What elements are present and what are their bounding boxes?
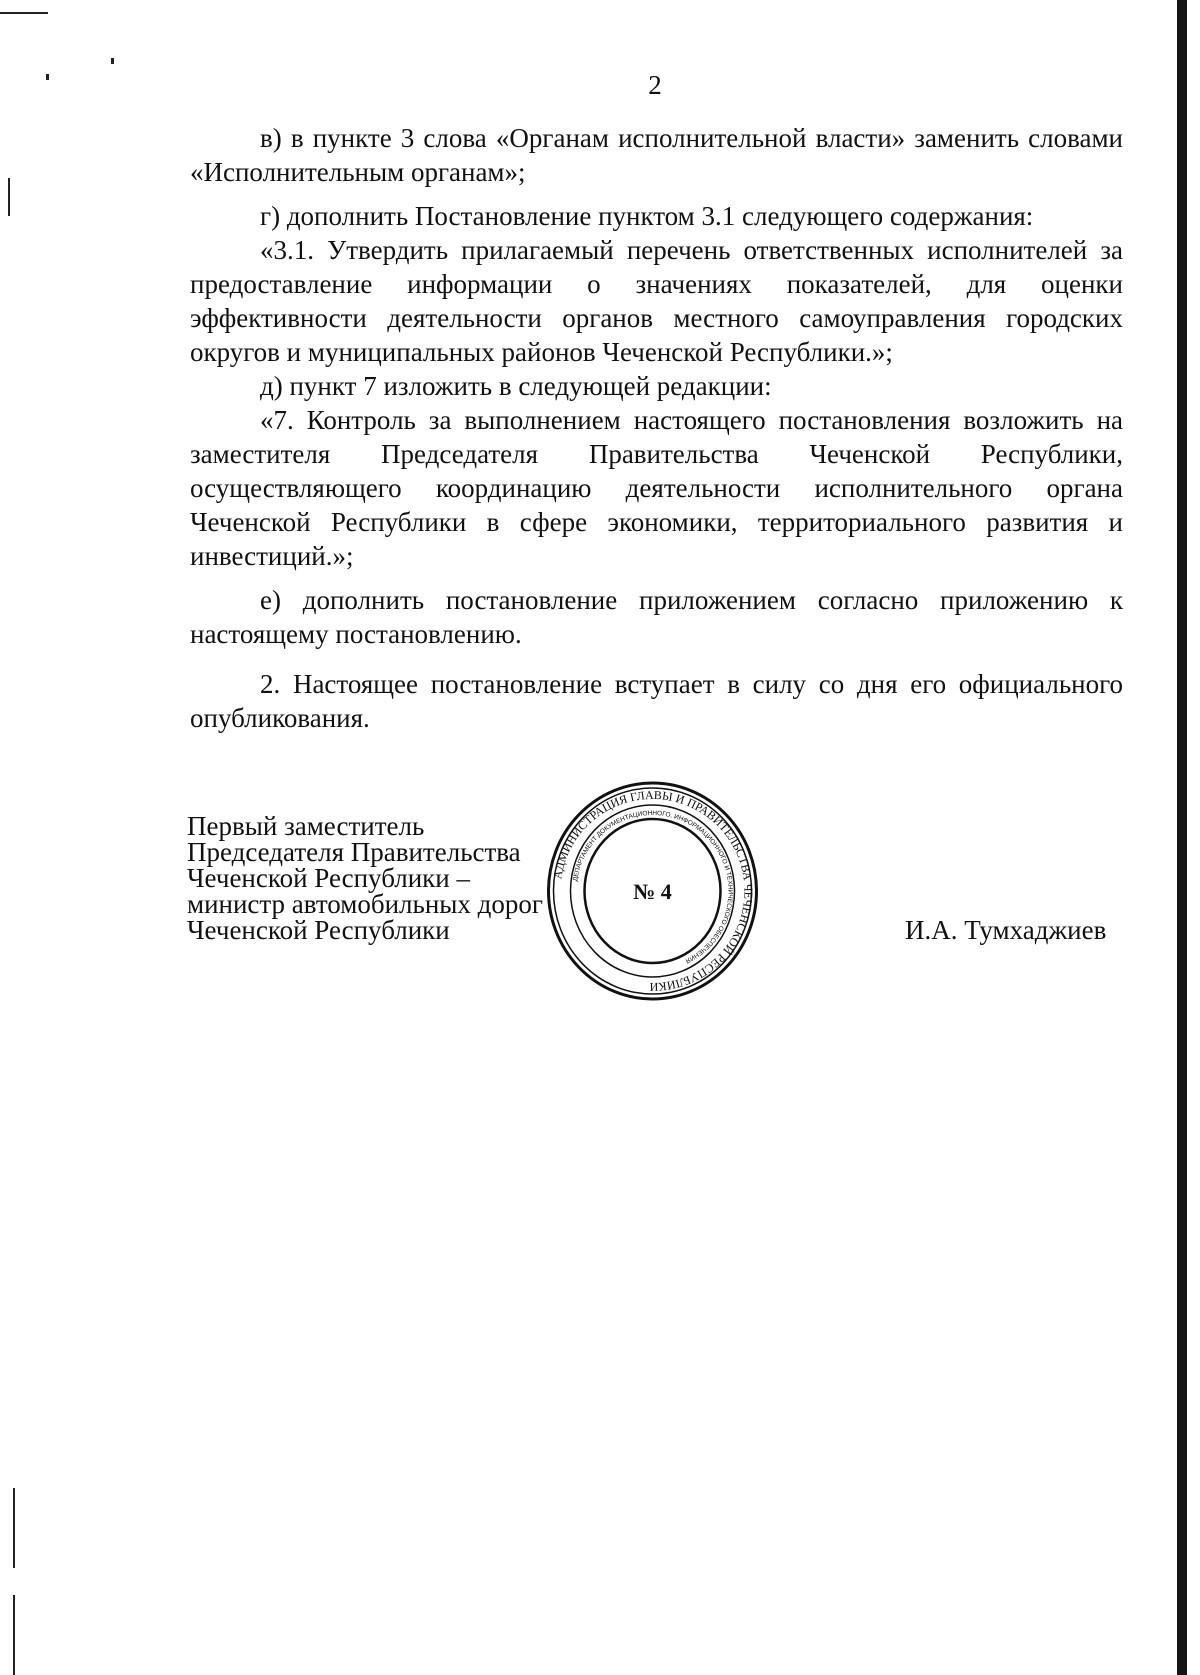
signatory-position-line: Первый заместитель bbox=[187, 811, 425, 841]
signatory-name: И.А. Тумхаджиев bbox=[905, 915, 1107, 945]
paragraph-item-e: е) дополнить постановление приложением согласно приложению к настоящему постановлению. bbox=[190, 585, 1123, 649]
scan-mark-dot-1 bbox=[46, 74, 49, 80]
scan-mark-bottom-left-2 bbox=[13, 1595, 15, 1675]
seal-inner-text: ДЕПАРТАМЕНТ ДОКУМЕНТАЦИОННОГО, ИНФОРМАЦИОННОГО И ТЕХНИЧЕСКОГО ОБЕСПЕЧЕНИЯ bbox=[572, 809, 734, 965]
paragraph-clause-2: 2. Настоящее постановление вступает в силу со дня его официального опубликования. bbox=[190, 669, 1123, 733]
scan-mark-bottom-left-1 bbox=[13, 1488, 15, 1568]
seal-outer-text: АДМИНИСТРАЦИЯ ГЛАВЫ И ПРАВИТЕЛЬСТВА ЧЕЧЕНСКОЙ РЕСПУБЛИКИ bbox=[550, 787, 756, 995]
scan-mark-top-left bbox=[0, 12, 48, 14]
signatory-position-line: министр автомобильных дорог bbox=[187, 889, 543, 919]
paragraph-item-v: в) в пункте 3 слова «Органам исполнительной власти» заменить словами «Исполнительным органам»; bbox=[190, 123, 1123, 187]
signatory-position-line: Чеченской Республики – bbox=[187, 863, 470, 893]
paragraph-item-d: д) пункт 7 изложить в следующей редакции: bbox=[260, 371, 772, 401]
paragraph-quote-7: «7. Контроль за выполнением настоящего постановления возложить на заместителя Председателя Правительства Чеченской Республики, осуществляющего координацию деятельности исполнительного органа Чеченской Республики в сфере экономики, территориального развития и инвестиций.»; bbox=[190, 405, 1123, 571]
paragraph-quote-3-1: «3.1. Утвердить прилагаемый перечень ответственных исполнителей за предоставление информации о значениях показателей, для оценки эффективности деятельности органов местного самоуправления городских округов и муниципальных районов Чеченской Республики.»; bbox=[190, 235, 1123, 367]
seal-number: № 4 bbox=[633, 879, 672, 904]
signatory-position-line: Председателя Правительства bbox=[187, 837, 521, 867]
page-number: 2 bbox=[648, 70, 662, 100]
scan-edge-border bbox=[1177, 0, 1187, 1675]
paragraph-item-g: г) дополнить Постановление пунктом 3.1 следующего содержания: bbox=[260, 201, 1034, 231]
signatory-position-line: Чеченской Республики bbox=[187, 915, 450, 945]
signatory-position bbox=[187, 813, 547, 943]
official-seal bbox=[545, 777, 760, 1005]
scan-mark-left bbox=[8, 178, 10, 216]
scan-mark-dot-2 bbox=[111, 58, 114, 64]
body-text bbox=[190, 121, 1123, 735]
